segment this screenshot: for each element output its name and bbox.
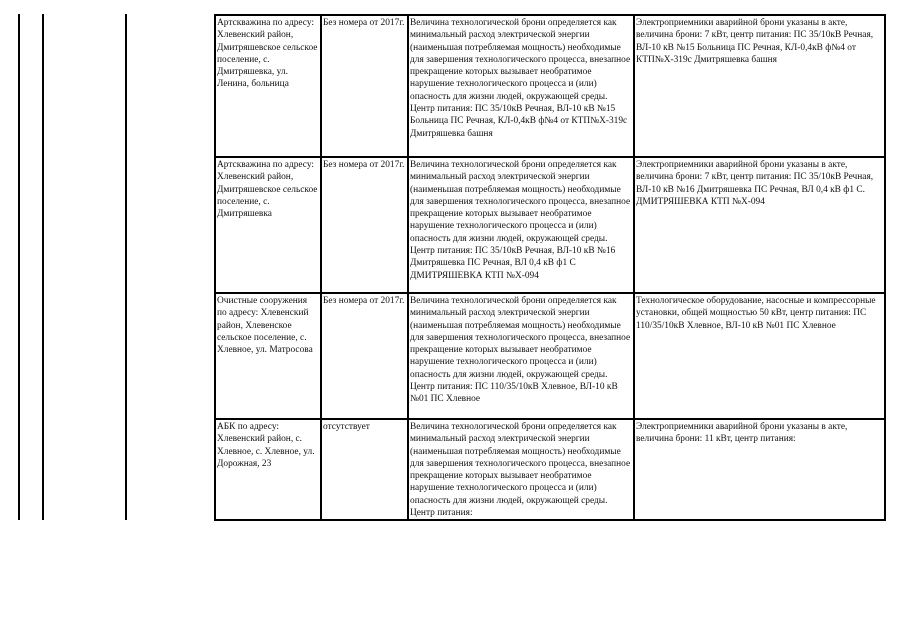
object-cell: АБК по адресу: Хлевенский район, с. Хлевное, с. Хлевное, ул. Дорожная, 23 — [215, 419, 321, 520]
table-row — [215, 419, 885, 520]
notes-cell: Технологическое оборудование, насосные и компрессорные установки, общей мощностью 50 кВт, центр питания: ПС 110/35/10кВ Хлевное, ВЛ-10 кВ №01 ПС Хлевное — [634, 293, 885, 419]
table-row — [215, 15, 885, 157]
left-column-border — [18, 14, 20, 520]
backup-power-table — [214, 14, 886, 521]
object-cell: Очистные сооружения по адресу: Хлевенский район, Хлевенское сельское поселение, с. Хлевное, ул. Матросова — [215, 293, 321, 419]
description-cell: Величина технологической брони определяется как минимальный расход электрической энергии (наименьшая потребляемая мощность) необходимые для завершения технологического процесса, внезапное прекращение которых вызывает необратимое нарушение технологического процесса и (или) опасность для жизни людей, окружающей среды. Центр питания: — [408, 419, 634, 520]
object-cell: Артскважина по адресу: Хлевенский район, Дмитряшевское сельское поселение, с. Дмитряшевка — [215, 157, 321, 293]
table-row — [215, 157, 885, 293]
notes-cell: Электроприемники аварийной брони указаны в акте, величина брони: 11 кВт, центр питания: — [634, 419, 885, 520]
left-column-border — [42, 14, 44, 520]
notes-cell: Электроприемники аварийной брони указаны в акте, величина брони: 7 кВт, центр питания: ПС 35/10кВ Речная, ВЛ-10 кВ №15 Больница ПС Речная, КЛ-0,4кВ ф№4 от КТП№Х-319с Дмитряшевка башня — [634, 15, 885, 157]
object-cell: Артскважина по адресу: Хлевенский район, Дмитряшевское сельское поселение, с. Дмитряшевка, ул. Ленина, больница — [215, 15, 321, 157]
document-number-cell: Без номера от 2017г. — [321, 157, 408, 293]
left-column-border — [125, 14, 127, 520]
document-number-cell: Без номера от 2017г. — [321, 293, 408, 419]
document-number-cell: Без номера от 2017г. — [321, 15, 408, 157]
description-cell: Величина технологической брони определяется как минимальный расход электрической энергии (наименьшая потребляемая мощность) необходимые для завершения технологического процесса, внезапное прекращение которых вызывает необратимое нарушение технологического процесса и (или) опасность для жизни людей, окружающей среды. Центр питания: ПС 35/10кВ Речная, ВЛ-10 кВ №16 Дмитряшевка ПС Речная, ВЛ 0,4 кВ ф1 С ДМИТРЯШЕВКА КТП №Х-094 — [408, 157, 634, 293]
document-number-cell: отсутствует — [321, 419, 408, 520]
table-row — [215, 293, 885, 419]
notes-cell: Электроприемники аварийной брони указаны в акте, величина брони: 7 кВт, центр питания: ПС 35/10кВ Речная, ВЛ-10 кВ №16 Дмитряшевка ПС Речная, ВЛ 0,4 кВ ф1 С. ДМИТРЯШЕВКА КТП №Х-094 — [634, 157, 885, 293]
description-cell: Величина технологической брони определяется как минимальный расход электрической энергии (наименьшая потребляемая мощность) необходимые для завершения технологического процесса, внезапное прекращение которых вызывает необратимое нарушение технологического процесса и (или) опасность для жизни людей, окружающей среды. Центр питания: ПС 35/10кВ Речная, ВЛ-10 кВ №15 Больница ПС Речная, КЛ-0,4кВ ф№4 от КТП№Х-319с Дмитряшевка башня — [408, 15, 634, 157]
description-cell: Величина технологической брони определяется как минимальный расход электрической энергии (наименьшая потребляемая мощность) необходимые для завершения технологического процесса, внезапное прекращение которых вызывает необратимое нарушение технологического процесса и (или) опасность для жизни людей, окружающей среды. Центр питания: ПС 110/35/10кВ Хлевное, ВЛ-10 кВ №01 ПС Хлевное — [408, 293, 634, 419]
